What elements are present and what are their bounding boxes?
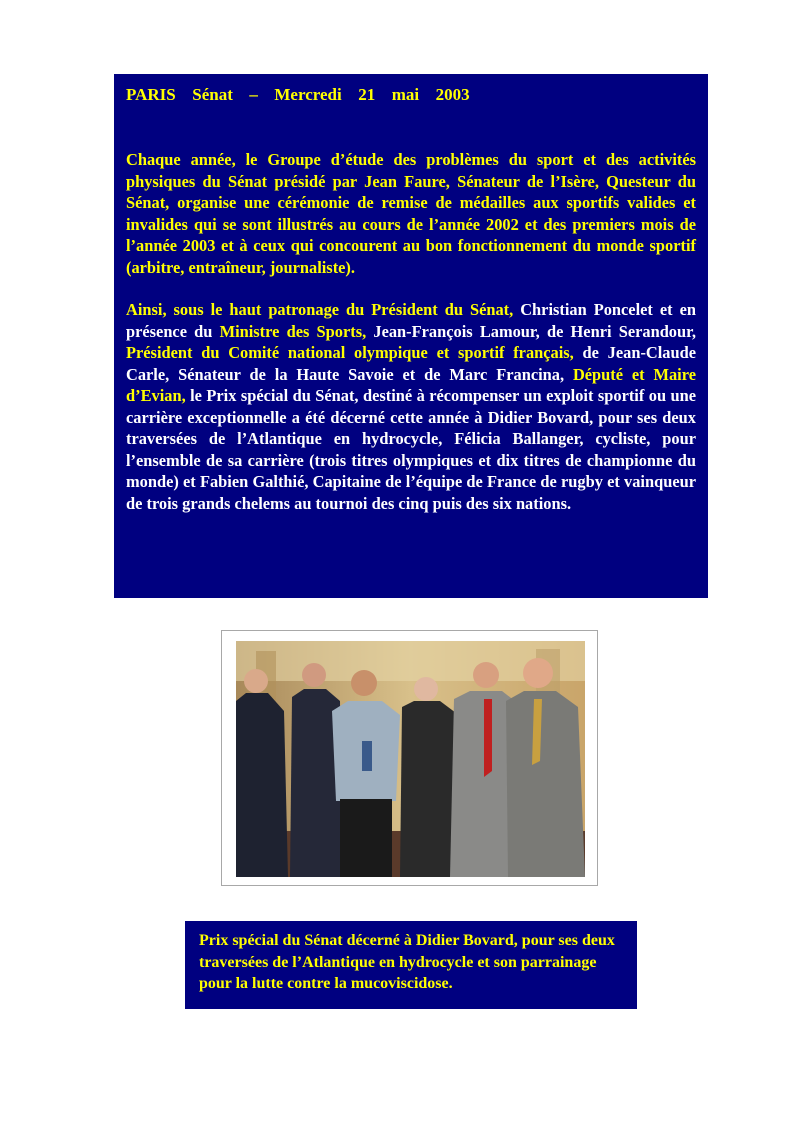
text-segment: Jean-François Lamour, de Henri Serandour, — [366, 321, 696, 341]
text-segment: Ministre des Sports, — [219, 321, 367, 341]
group-photo — [221, 630, 598, 886]
text-segment: Président du Comité national olympique et sportif français, — [126, 343, 574, 362]
photo-caption: Prix spécial du Sénat décerné à Didier Bovard, pour ses deux traversées de l’Atlantique en hydrocycle et son parrainage pour la lutte contre la mucoviscidose. — [199, 932, 615, 992]
article-box — [114, 74, 708, 598]
text-segment: Député et Maire d’Evian, — [126, 364, 696, 405]
article-paragraph-2 — [126, 299, 696, 514]
article-paragraph-1: Chaque année, le Groupe d’étude des problèmes du sport et des activités physiques du Sénat présidé par Jean Faure, Sénateur de l’Isère, Questeur du Sénat, organise une cérémonie de remise de médailles aux sportifs valides et invalides qui se sont illustrés au cours de l’année 2002 et des premiers mois de l’année 2003 et à ceux qui concourent au bon fonctionnement du monde sportif (arbitre, entraîneur, journaliste). — [126, 150, 696, 277]
text-segment: Ainsi, sous le haut patronage du Président du Sénat, — [126, 300, 514, 319]
group-photo-illustration — [236, 641, 585, 877]
photo-caption-box — [185, 921, 637, 1009]
text-segment: Christian Poncelet et en présence du — [126, 300, 696, 341]
text-segment: de Jean-Claude Carle, Sénateur de la Haute Savoie et de Marc Francina, — [126, 343, 697, 384]
text-segment: le Prix spécial du Sénat, destiné à récompenser un exploit sportif ou une carrière exceptionnelle a été décerné cette année à Didier Bovard, pour ses deux traversées de l’Atlantique en hydrocycle, Félicia Ballanger, cycliste, pour l’ensemble de sa carrière (trois titres olympiques et dix titres de championne du monde) et Fabien Galthié, Capitaine de l’équipe de France de rugby et vainqueur de trois grands chelems au tournoi des cinq puis des six nations. — [126, 386, 696, 513]
article-title: PARIS Sénat – Mercredi 21 mai 2003 — [126, 85, 470, 104]
